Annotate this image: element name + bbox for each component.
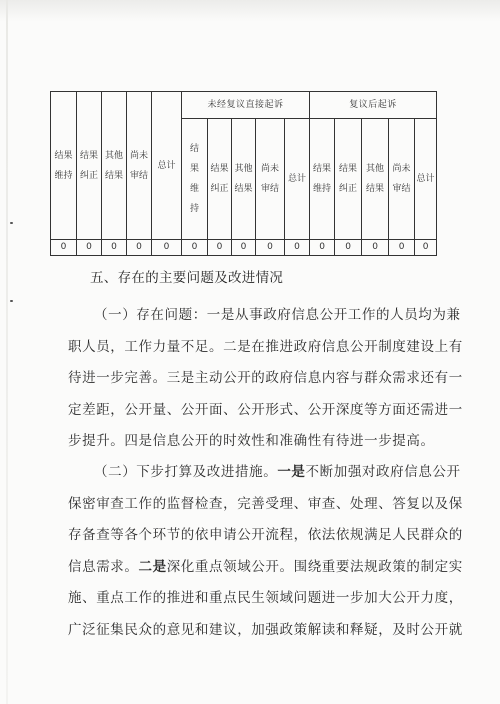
value-cell: 0 [415, 240, 437, 256]
paragraph-improvement-measures [68, 457, 463, 646]
paragraph-line [68, 457, 461, 489]
value-cell: 0 [256, 240, 285, 256]
col-header-2: 结果 纠正 [77, 92, 102, 240]
paragraph-line: 职人员，工作力量不足。二是在推进政府信息公开制度建设上有 [68, 338, 463, 355]
value-cell: 0 [208, 240, 232, 256]
paragraph-text: 信息需求。 [68, 558, 139, 575]
section-heading: 五、存在的主要问题及改进情况 [90, 270, 284, 286]
value-cell: 0 [51, 240, 77, 256]
after-header-2: 结果 纠正 [335, 119, 362, 240]
direct-header-5: 总计 [285, 119, 310, 240]
col-header-4: 尚未 审结 [127, 92, 152, 240]
paragraph-line: 存备查等各个环节的依申请公开流程，依法依规满足人民群众的 [68, 527, 463, 543]
scan-edge [6, 0, 8, 704]
paragraph-text: 深化重点领域公开。围绕重要法规政策的制定实 [166, 558, 463, 575]
paragraph-existing-problems [68, 300, 463, 458]
value-cell: 0 [285, 240, 310, 256]
value-cell: 0 [77, 240, 102, 256]
col-header-1: 结果 维持 [51, 92, 77, 240]
scan-speck [10, 222, 13, 224]
direct-header-2: 结果 纠正 [208, 119, 232, 240]
col-header-5: 总计 [152, 92, 182, 240]
paragraph-line: 定差距，公开量、公开面、公开形式、公开深度等方面还需进一 [68, 401, 463, 418]
paragraph-text: 不断加强对政府信息公开 [305, 464, 461, 480]
value-cell: 0 [182, 240, 208, 256]
after-header-1: 结果 维持 [310, 119, 335, 240]
scan-speck [10, 300, 13, 302]
value-cell: 0 [389, 240, 415, 256]
group-header-direct: 未经复议直接起诉 [182, 92, 310, 119]
paragraph-text: （二）下步打算及改进措施。 [94, 464, 278, 480]
paragraph-line: 步提升。四是信息公开的时效性和准确性有待进一步提高。 [68, 433, 435, 449]
value-cell: 0 [362, 240, 389, 256]
paragraph-line: 施、重点工作的推进和重点民生领域问题进一步加大公开力度， [68, 590, 463, 606]
value-cell: 0 [310, 240, 335, 256]
paragraph-line: 广泛征集民众的意见和建议，加强政策解读和释疑，及时公开就 [68, 621, 463, 638]
direct-header-4: 尚未 审结 [256, 119, 285, 240]
paragraph-line: 待进一步完善。三是主动公开的政府信息内容与群众需求还有一 [68, 370, 463, 386]
value-cell: 0 [102, 240, 127, 256]
direct-header-1: 结 果 维 持 [182, 119, 208, 240]
scan-shadow [0, 0, 500, 22]
direct-header-3: 其他 结果 [232, 119, 256, 240]
value-cell: 0 [127, 240, 152, 256]
paragraph-line [68, 552, 463, 584]
litigation-stats-table [50, 91, 437, 256]
emphasis-text: 二是 [138, 558, 167, 575]
group-header-after: 复议后起诉 [310, 92, 437, 119]
paragraph-line: 保密审查工作的监督检查，完善受理、审查、处理、答复以及保 [68, 495, 463, 512]
after-header-3: 其他 结果 [362, 119, 389, 240]
value-cell: 0 [152, 240, 182, 256]
after-header-4: 尚未 审结 [389, 119, 415, 240]
value-cell: 0 [335, 240, 362, 256]
col-header-3: 其他 结果 [102, 92, 127, 240]
after-header-5: 总计 [415, 119, 437, 240]
value-cell: 0 [232, 240, 256, 256]
paragraph-line: （一）存在问题：一是从事政府信息公开工作的人员均为兼 [94, 307, 461, 323]
emphasis-text: 一是 [277, 464, 306, 480]
